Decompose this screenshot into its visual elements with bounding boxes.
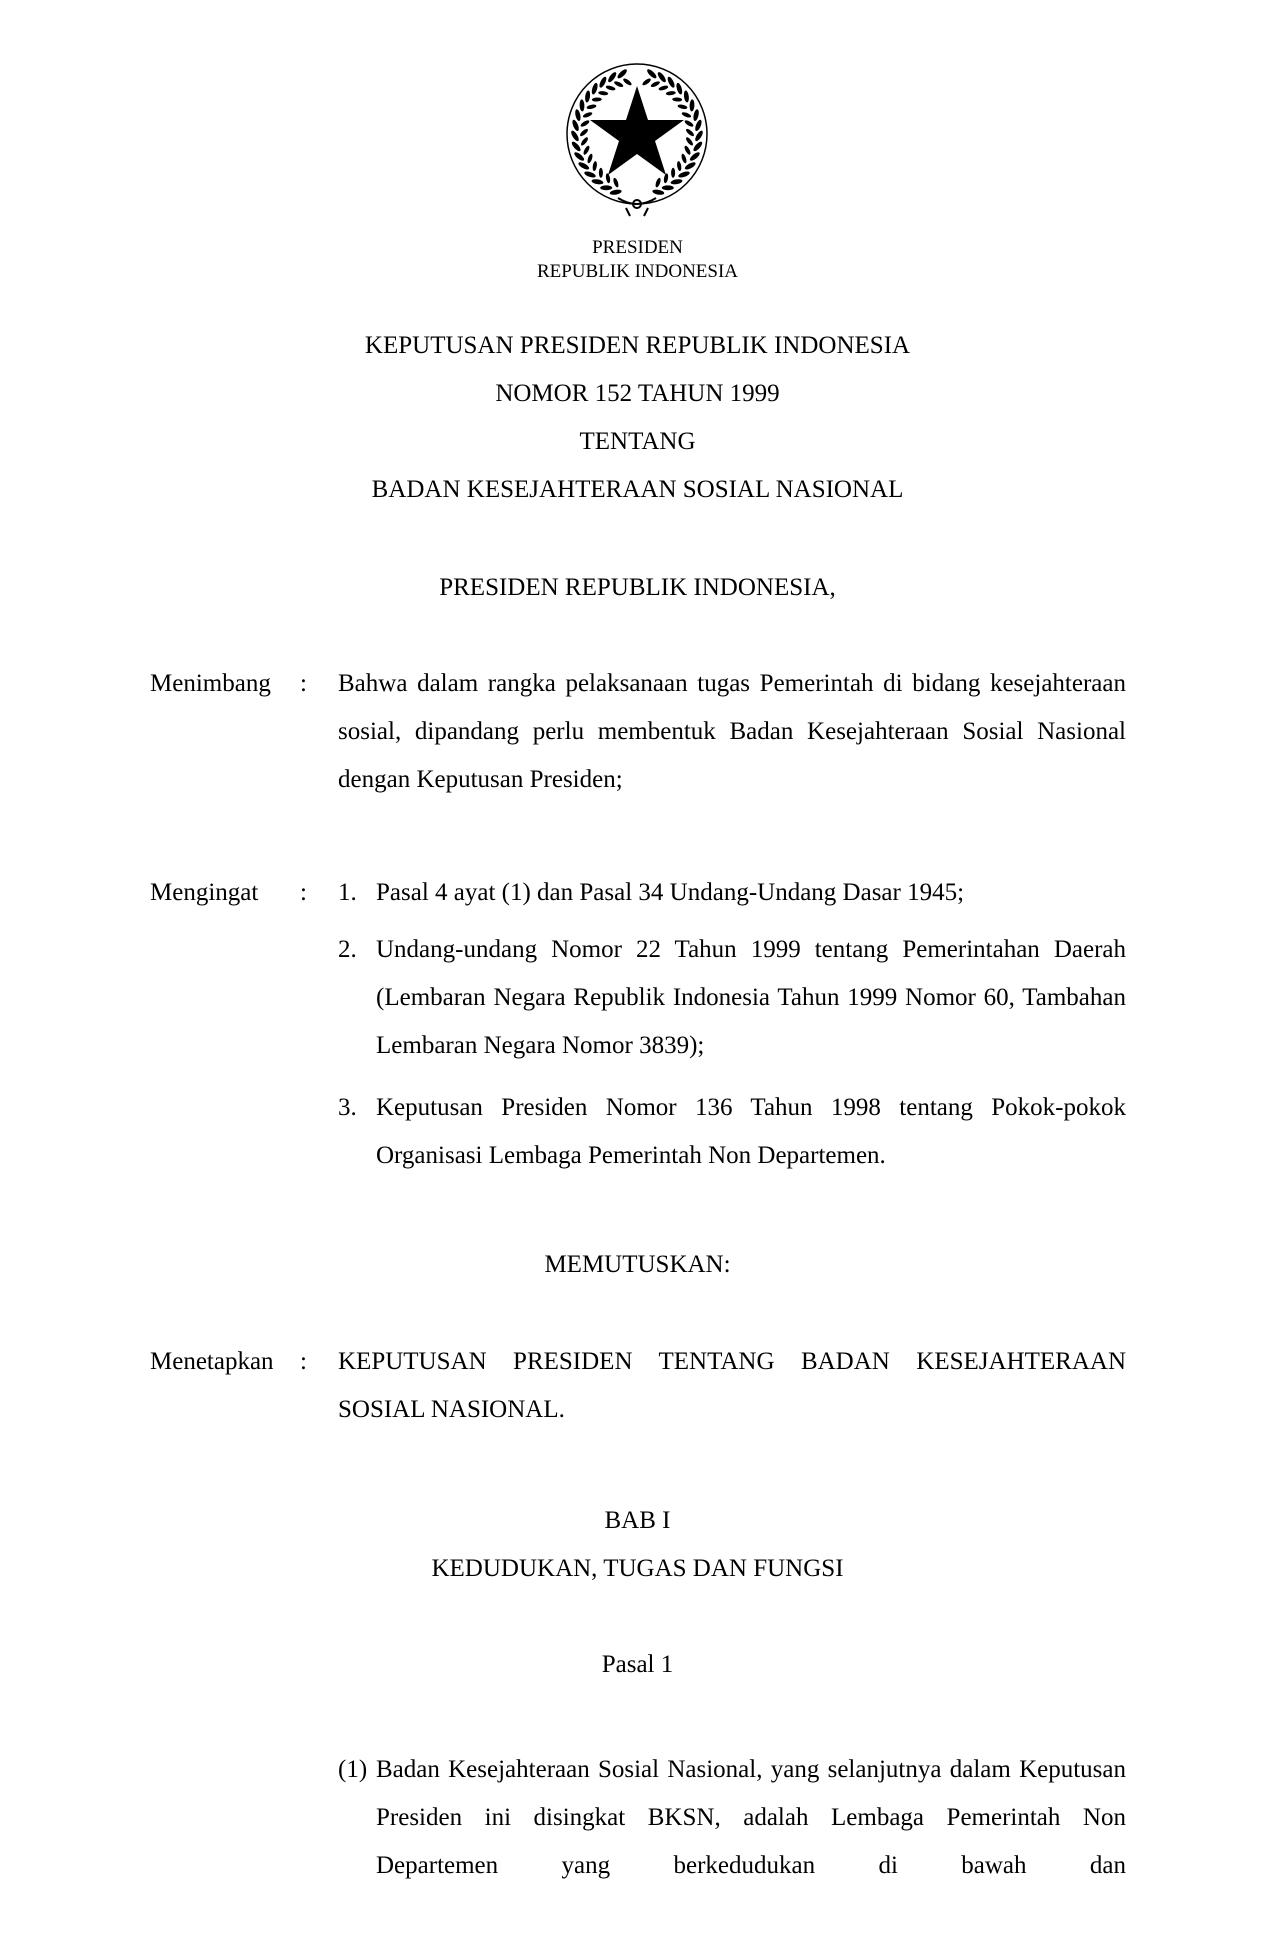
wreath-leaf: [683, 90, 689, 103]
wreath-leaf: [655, 177, 662, 188]
wreath-leaf: [591, 82, 599, 95]
wreath-leaf: [570, 140, 582, 152]
mengingat-item-2-text: Undang-undang Nomor 22 Tahun 1999 tentang Pemerintahan Daerah (Lembaran Negara Republik Indonesia Tahun 1999 Nomor 60, Tambahan Lembaran Negara Nomor 3839);: [376, 936, 1126, 1059]
menetapkan-text: KEPUTUSAN PRESIDEN TENTANG BADAN KESEJAHTERAAN SOSIAL NASIONAL.: [338, 1348, 1126, 1423]
wreath-leaf: [675, 82, 683, 95]
wreath-leaf: [580, 119, 591, 128]
title-line2: NOMOR 152 TAHUN 1999: [495, 380, 780, 407]
wreath-leaf: [605, 85, 616, 92]
wreath-leaf: [570, 130, 580, 143]
wreath-leaf: [592, 161, 598, 172]
star-shape: [590, 86, 684, 175]
wreath-leaf: [663, 173, 669, 184]
menimbang-colon: :: [300, 670, 307, 697]
emblem-caption-line2: REPUBLIK INDONESIA: [536, 261, 739, 282]
wreath-leaf: [689, 151, 701, 162]
menetapkan-colon: :: [300, 1348, 307, 1375]
menimbang-text: Bahwa dalam rangka pelaksanaan tugas Pemerintah di bidang kesejahteraan sosial, dipandang perlu membentuk Badan Kesejahteraan Sosial Nasional dengan Keputusan Presiden;: [338, 670, 1126, 793]
wreath-leaf: [573, 151, 585, 162]
wreath-leaf: [591, 178, 604, 185]
wreath-leaf: [598, 91, 608, 96]
wreath-leaf: [689, 99, 694, 111]
issuer-heading: PRESIDEN REPUBLIK INDONESIA,: [439, 574, 836, 601]
wreath-leaf: [671, 168, 675, 178]
mengingat-item-1-text: Pasal 4 ayat (1) dan Pasal 34 Undang-Undang Dasar 1945;: [376, 879, 965, 906]
wreath-leaf: [694, 130, 704, 143]
mengingat-item-1-number: 1.: [338, 879, 357, 906]
wreath-leaf: [650, 80, 661, 88]
memutuskan-heading: MEMUTUSKAN:: [544, 1251, 731, 1278]
wreath-leaf: [609, 189, 622, 196]
wreath-leaf: [580, 136, 589, 146]
wreath-leaf: [646, 68, 658, 80]
wreath-leaf: [579, 99, 584, 111]
wreath-leaf: [616, 68, 628, 80]
wreath-leaf: [579, 128, 589, 138]
mengingat-colon: :: [300, 879, 307, 906]
wreath-leaf: [677, 104, 688, 110]
wreath-leaf: [612, 177, 619, 188]
wreath-leaf: [676, 161, 682, 172]
garuda-star-emblem-icon: [556, 58, 718, 220]
wreath-leaf: [586, 104, 597, 110]
wreath-leaf: [622, 77, 632, 86]
wreath-leaf: [584, 170, 597, 178]
wreath-leaf: [692, 109, 699, 122]
wreath-leaf: [670, 178, 683, 185]
wreath-leaf: [599, 168, 603, 178]
wreath-leaf: [658, 85, 669, 92]
wreath-leaf: [652, 189, 665, 196]
bab-title: KEDUDUKAN, TUGAS DAN FUNGSI: [431, 1555, 844, 1582]
title-line1: KEPUTUSAN PRESIDEN REPUBLIK INDONESIA: [364, 332, 911, 359]
wreath-leaf: [692, 140, 704, 152]
wreath-leaf: [666, 91, 676, 96]
wreath-leaf: [662, 185, 674, 190]
mengingat-item-2-number: 2.: [338, 936, 357, 963]
wreath-leaf: [672, 97, 682, 101]
menetapkan-label: Menetapkan: [150, 1348, 274, 1375]
wreath-leaf: [574, 109, 581, 122]
wreath-leaf: [582, 145, 590, 156]
wreath-leaf: [600, 185, 612, 190]
wreath-leaf: [582, 111, 593, 118]
wreath-leaf: [681, 111, 692, 118]
mengingat-item-3-number: 3.: [338, 1094, 357, 1121]
pasal-1-item-1-text: Badan Kesejahteraan Sosial Nasional, yang selanjutnya dalam Keputusan Presiden ini disingkat BKSN, adalah Lembaga Pemerintah Non Departemen yang berkedudukan di bawah dan: [376, 1756, 1126, 1879]
emblem-caption-line1: PRESIDEN: [592, 237, 683, 258]
title-line3: TENTANG: [579, 428, 696, 455]
bab-number: BAB I: [604, 1507, 671, 1534]
wreath-leaf: [684, 119, 695, 128]
wreath-leaf: [685, 128, 695, 138]
mengingat-item-3-text: Keputusan Presiden Nomor 136 Tahun 1998 tentang Pokok-pokok Organisasi Lembaga Pemerintah Non Departemen.: [376, 1094, 1126, 1169]
pasal-1-item-1-number: (1): [338, 1756, 368, 1783]
wreath-leaf: [683, 145, 691, 156]
menimbang-label: Menimbang: [150, 670, 271, 697]
wreath-leaf: [592, 97, 602, 101]
wreath-leaf: [685, 136, 694, 146]
pasal-title: Pasal 1: [601, 1651, 674, 1678]
wreath-leaf: [605, 173, 611, 184]
wreath-leaf: [680, 153, 687, 164]
wreath-leaf: [584, 90, 590, 103]
mengingat-label: Mengingat: [150, 879, 259, 906]
title-line4: BADAN KESEJAHTERAAN SOSIAL NASIONAL: [371, 476, 904, 503]
wreath-leaf: [641, 77, 651, 86]
wreath-leaf: [613, 80, 624, 88]
wreath-leaf: [586, 153, 593, 164]
wreath-leaf: [678, 170, 691, 178]
